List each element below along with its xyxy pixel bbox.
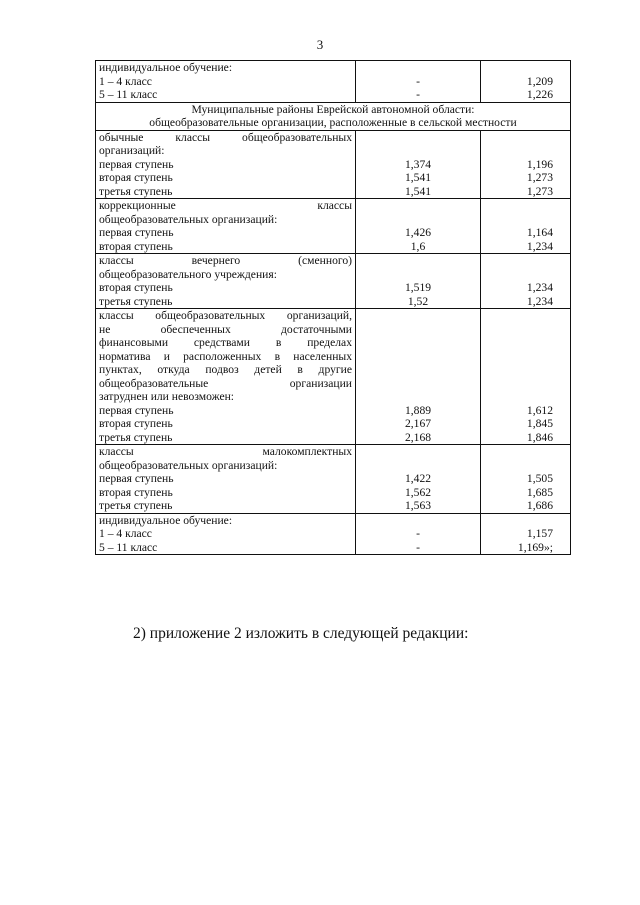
value-cell-rural bbox=[481, 199, 571, 254]
coefficient-value bbox=[356, 514, 480, 528]
label-line: норматива и расположенных в населенных bbox=[99, 349, 352, 363]
coefficient-value bbox=[481, 445, 570, 459]
coefficient-value bbox=[356, 131, 480, 145]
label-line: первая ступень bbox=[99, 472, 174, 485]
value-cell-rural bbox=[481, 445, 571, 514]
coefficient-value: 1,234 bbox=[526, 239, 553, 253]
label-line: затруднен или невозможен: bbox=[99, 390, 235, 403]
coefficient-value: - bbox=[416, 540, 420, 554]
coefficient-value bbox=[356, 268, 480, 282]
table-row bbox=[96, 513, 571, 555]
label-line: классы вечернего (сменного) bbox=[99, 254, 352, 267]
coefficient-value: 1,563 bbox=[404, 499, 432, 512]
coefficient-value: 1,422 bbox=[404, 472, 432, 485]
coefficient-value: 2,167 bbox=[404, 417, 432, 430]
value-cell-rural bbox=[481, 309, 571, 445]
label-line: организаций: bbox=[99, 144, 165, 157]
coefficient-value: 1,686 bbox=[526, 499, 553, 512]
coefficient-value bbox=[356, 61, 480, 75]
coefficient-value: 1,164 bbox=[526, 226, 553, 239]
label-line: 5 – 11 класс bbox=[99, 540, 158, 554]
label-line: вторая ступень bbox=[99, 485, 173, 499]
coefficient-value: 1,226 bbox=[526, 88, 553, 101]
table-row bbox=[96, 309, 571, 445]
coefficient-value bbox=[481, 199, 570, 213]
coefficient-value bbox=[481, 254, 570, 268]
value-cell-urban bbox=[356, 309, 481, 445]
label-line: общеобразовательные организации bbox=[99, 376, 352, 390]
coefficient-value: 1,845 bbox=[526, 417, 553, 430]
coefficient-value: 1,541 bbox=[404, 171, 432, 184]
coefficient-value bbox=[356, 390, 480, 404]
label-line: классы малокомплектных bbox=[99, 445, 352, 458]
coefficient-value bbox=[481, 377, 570, 391]
label-line: классы общеобразовательных организаций, bbox=[99, 309, 352, 322]
value-cell-urban bbox=[356, 130, 481, 199]
coefficient-value bbox=[481, 323, 570, 337]
coefficient-value: - bbox=[416, 88, 420, 101]
label-line: третья ступень bbox=[99, 499, 173, 512]
label-cell bbox=[96, 254, 356, 309]
coefficient-value: 1,6 bbox=[410, 239, 426, 253]
table-row bbox=[96, 61, 571, 103]
coefficient-value bbox=[481, 131, 570, 145]
label-line: 1 – 4 класс bbox=[99, 74, 152, 88]
section-header-row bbox=[96, 102, 571, 130]
value-cell-urban bbox=[356, 61, 481, 103]
coefficient-value: 1,541 bbox=[404, 184, 432, 198]
table-row bbox=[96, 199, 571, 254]
coefficient-value: 2,168 bbox=[404, 430, 432, 444]
value-cell-urban bbox=[356, 199, 481, 254]
value-cell-rural bbox=[481, 130, 571, 199]
coefficient-value: - bbox=[416, 74, 420, 88]
coefficient-value: 1,52 bbox=[407, 294, 429, 308]
coefficient-value bbox=[481, 309, 570, 323]
coefficient-value bbox=[356, 336, 480, 350]
label-line: индивидуальное обучение: bbox=[99, 61, 233, 74]
label-line: вторая ступень bbox=[99, 171, 173, 184]
label-line: общеобразовательных организаций: bbox=[99, 212, 278, 226]
value-cell-rural bbox=[481, 513, 571, 555]
label-cell bbox=[96, 445, 356, 514]
label-line: коррекционные классы bbox=[99, 199, 352, 212]
label-line: первая ступень bbox=[99, 226, 174, 239]
label-line: третья ступень bbox=[99, 294, 173, 308]
label-line: пунктах, откуда подвоз детей в другие bbox=[99, 363, 352, 376]
label-line: 5 – 11 класс bbox=[99, 88, 158, 101]
value-cell-rural bbox=[481, 254, 571, 309]
label-line: третья ступень bbox=[99, 430, 173, 444]
coefficient-value: 1,234 bbox=[526, 294, 553, 308]
label-line: общеобразовательных организаций: bbox=[99, 458, 278, 472]
section-header-line: Муниципальные районы Еврейской автономной области: bbox=[191, 102, 475, 116]
coefficient-value bbox=[356, 213, 480, 227]
coefficient-value bbox=[481, 213, 570, 227]
label-line: третья ступень bbox=[99, 184, 173, 198]
coefficient-value bbox=[356, 144, 480, 158]
coefficients-table bbox=[95, 60, 571, 555]
coefficient-value bbox=[481, 459, 570, 473]
coefficient-value bbox=[356, 323, 480, 337]
table-row bbox=[96, 445, 571, 514]
coefficient-value: 1,519 bbox=[404, 281, 432, 294]
coefficient-value bbox=[356, 309, 480, 323]
label-line: первая ступень bbox=[99, 157, 174, 171]
coefficient-value: 1,169»; bbox=[517, 540, 553, 554]
coefficient-value bbox=[356, 254, 480, 268]
coefficient-value bbox=[356, 350, 480, 364]
coefficient-value bbox=[356, 199, 480, 213]
value-cell-urban bbox=[356, 445, 481, 514]
coefficient-value: 1,196 bbox=[526, 157, 553, 171]
label-line: общеобразовательного учреждения: bbox=[99, 267, 277, 281]
coefficient-value: 1,426 bbox=[404, 226, 432, 239]
coefficient-value: 1,562 bbox=[404, 485, 432, 499]
label-cell bbox=[96, 199, 356, 254]
coefficient-value: 1,273 bbox=[526, 184, 553, 198]
value-cell-urban bbox=[356, 254, 481, 309]
coefficient-value: - bbox=[416, 527, 420, 540]
coefficient-value bbox=[481, 350, 570, 364]
label-cell bbox=[96, 309, 356, 445]
amendment-text: 2) приложение 2 изложить в следующей редакции: bbox=[133, 625, 469, 642]
label-cell bbox=[96, 130, 356, 199]
coefficient-value: 1,234 bbox=[526, 281, 553, 294]
coefficient-value bbox=[356, 445, 480, 459]
section-header-line: общеобразовательные организации, расположенные в сельской местности bbox=[149, 116, 517, 129]
coefficient-value: 1,209 bbox=[526, 74, 553, 88]
coefficient-value bbox=[481, 390, 570, 404]
label-line: не обеспеченных достаточными bbox=[99, 322, 352, 336]
coefficient-value bbox=[481, 363, 570, 377]
coefficient-value: 1,846 bbox=[526, 430, 553, 444]
coefficient-value bbox=[481, 144, 570, 158]
label-line: первая ступень bbox=[99, 403, 174, 417]
value-cell-urban bbox=[356, 513, 481, 555]
coefficient-value: 1,374 bbox=[404, 157, 432, 171]
coefficient-value bbox=[356, 459, 480, 473]
label-line: обычные классы общеобразовательных bbox=[99, 130, 352, 144]
label-cell bbox=[96, 513, 356, 555]
coefficient-value bbox=[481, 514, 570, 528]
value-cell-rural bbox=[481, 61, 571, 103]
coefficient-value: 1,505 bbox=[526, 472, 553, 485]
label-line: вторая ступень bbox=[99, 281, 173, 294]
table-row bbox=[96, 130, 571, 199]
label-line: финансовыми средствами в пределах bbox=[99, 336, 352, 349]
coefficient-value: 1,685 bbox=[526, 485, 553, 499]
coefficient-value: 1,612 bbox=[526, 403, 553, 417]
coefficient-value bbox=[356, 363, 480, 377]
coefficient-value bbox=[481, 268, 570, 282]
table-row bbox=[96, 254, 571, 309]
label-line: индивидуальное обучение: bbox=[99, 513, 233, 527]
section-header bbox=[96, 102, 571, 130]
coefficient-value: 1,273 bbox=[526, 171, 553, 184]
label-line: вторая ступень bbox=[99, 239, 173, 253]
label-line: вторая ступень bbox=[99, 417, 173, 430]
coefficient-value: 1,157 bbox=[526, 527, 553, 540]
coefficient-value bbox=[481, 336, 570, 350]
coefficient-value bbox=[356, 377, 480, 391]
label-cell bbox=[96, 61, 356, 103]
coefficient-value: 1,889 bbox=[404, 403, 432, 417]
page-number: 3 bbox=[316, 37, 324, 52]
label-line: 1 – 4 класс bbox=[99, 527, 152, 540]
coefficient-value bbox=[481, 61, 570, 75]
